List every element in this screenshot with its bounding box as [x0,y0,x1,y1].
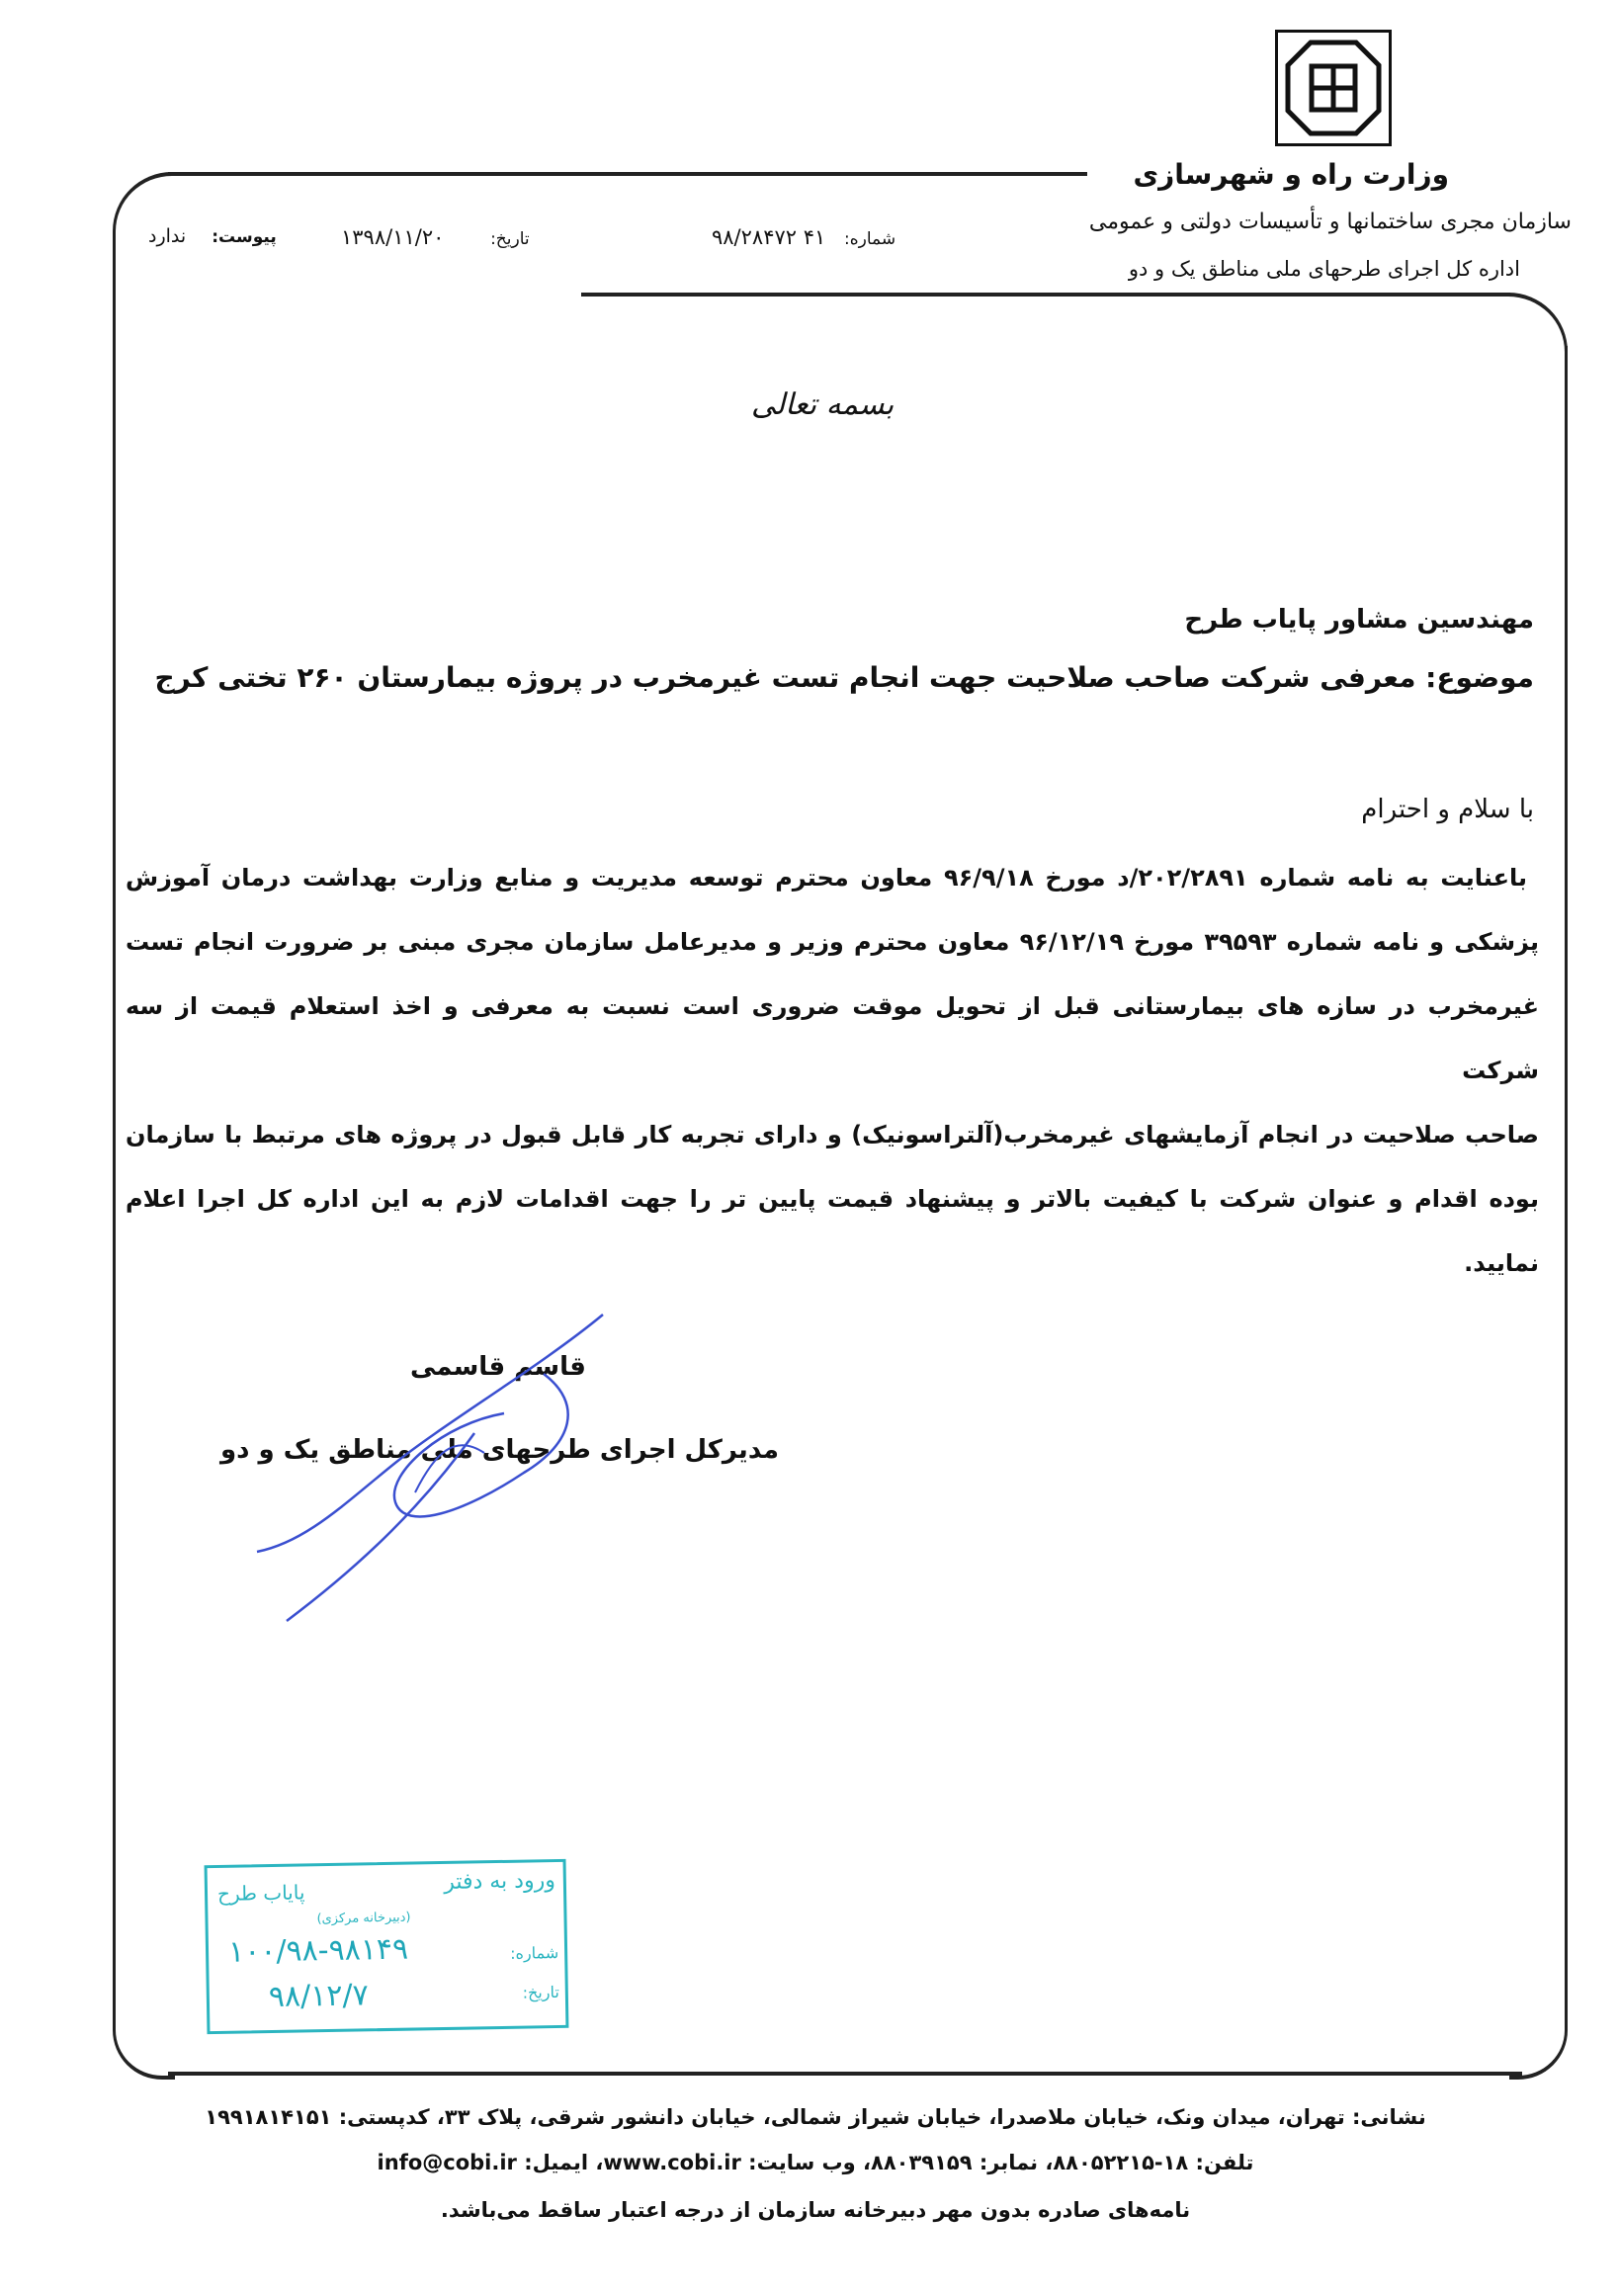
stamp-number-label: شماره: [509,1942,559,1963]
registry-stamp [205,1859,569,2034]
logo-emblem-icon [1278,33,1389,143]
letter-date [341,225,530,249]
frame-bottom-line [168,2072,1522,2076]
attachment-value: ندارد [148,225,187,247]
addressee: مهندسین مشاور پایاب طرح [1184,605,1534,635]
body-line: بوده اقدام و عنوان شرکت با کیفیت بالاتر و پیشنهاد قیمت پایین تر را جهت اقدامات لازم به این اداره کل اجرا اعلام نمایید. [126,1185,1539,1277]
frame-top-line [168,172,1087,176]
frame-right-line [1565,346,1568,2026]
department-name: اداره کل اجرای طرحهای ملی مناطق یک و دو [1128,257,1520,281]
stamp-date-label: تاریخ: [522,1982,559,2002]
stamp-org: پایاب طرح [216,1880,305,1906]
stamp-title: ورود به دفتر [443,1868,556,1895]
frame-top-right-corner [1499,293,1568,362]
handwritten-signature [247,1305,623,1631]
stamp-number-value: ۱۰۰/۹۸-۹۸۱۴۹ [227,1931,409,1970]
body-line: صاحب صلاحیت در انجام آزمایشهای غیرمخرب(آلتراسونیک) و دارای تجربه کار قابل قبول در پروژه های مرتبط با سازمان [126,1121,1539,1148]
footer-notice: نامه‌های صادره بدون مهر دبیرخانه سازمان از درجه اعتبار ساقط می‌باشد. [440,2198,1191,2222]
signer-title: مدیرکل اجرای طرحهای ملی مناطق یک و دو [220,1435,779,1465]
greeting: با سلام و احترام [1361,795,1534,824]
letter-body [126,846,1539,1296]
footer-contact: تلفن: ۱۸-۸۸۰۵۲۲۱۵، نمابر: ۸۸۰۳۹۱۵۹، وب سایت: www.cobi.ir، ایمیل: info@cobi.ir [377,2151,1254,2174]
frame-bottom-left-corner [113,2016,175,2080]
organization-name: سازمان مجری ساختمانها و تأسیسات دولتی و عمومی [1088,210,1572,234]
body-line: غیرمخرب در سازه های بیمارستانی قبل از تحویل موقت ضروری است نسبت به معرفی و اخذ استعلام قیمت از سه شرکت [126,992,1539,1084]
number-value: ۴۱ ۹۸/۲۸۴۷۲ [712,225,826,249]
date-value: ۱۳۹۸/۱۱/۲۰ [341,225,445,249]
ministry-logo [1275,30,1392,146]
letter-number [712,225,895,249]
date-label: تاریخ: [490,229,530,249]
body-line: پزشکی و نامه شماره ۳۹۵۹۳ مورخ ۹۶/۱۲/۱۹ معاون محترم وزیر و مدیرعامل سازمان مجری مبنی بر ضرورت انجام تست [126,928,1539,956]
body-line: باعنایت به نامه شماره ۲۰۲/۲۸۹۱/د مورخ ۹۶/۹/۱۸ معاون محترم توسعه مدیریت و منابع وزارت بهداشت درمان آموزش [126,864,1527,892]
ministry-name: وزارت راه و شهرسازی [1133,158,1449,191]
subject: موضوع: معرفی شرکت صاحب صلاحیت جهت انجام تست غیرمخرب در پروژه بیمارستان ۲۶۰ تختی کرج [154,661,1534,694]
frame-top-left-corner [113,172,185,245]
frame-left-line [113,237,116,2026]
header-divider-line [581,293,1510,297]
stamp-date-value: ۹۸/۱۲/۷ [268,1978,369,2015]
number-label: شماره: [843,229,896,249]
frame-bottom-right-corner [1509,2016,1568,2080]
attachment-label: پیوست: [212,227,277,247]
stamp-subtitle: (دبیرخانه مرکزی) [316,1910,411,1927]
footer-address: نشانی: تهران، میدان ونک، خیابان ملاصدرا، خیابان شیراز شمالی، خیابان دانشور شرقی، پلاک ۳۳، کدپستی: ۱۹۹۱۸۱۴۱۵۱ [205,2105,1426,2129]
invocation: بسمه تعالی [751,387,895,422]
signer-name: قاسم قاسمی [410,1352,586,1382]
